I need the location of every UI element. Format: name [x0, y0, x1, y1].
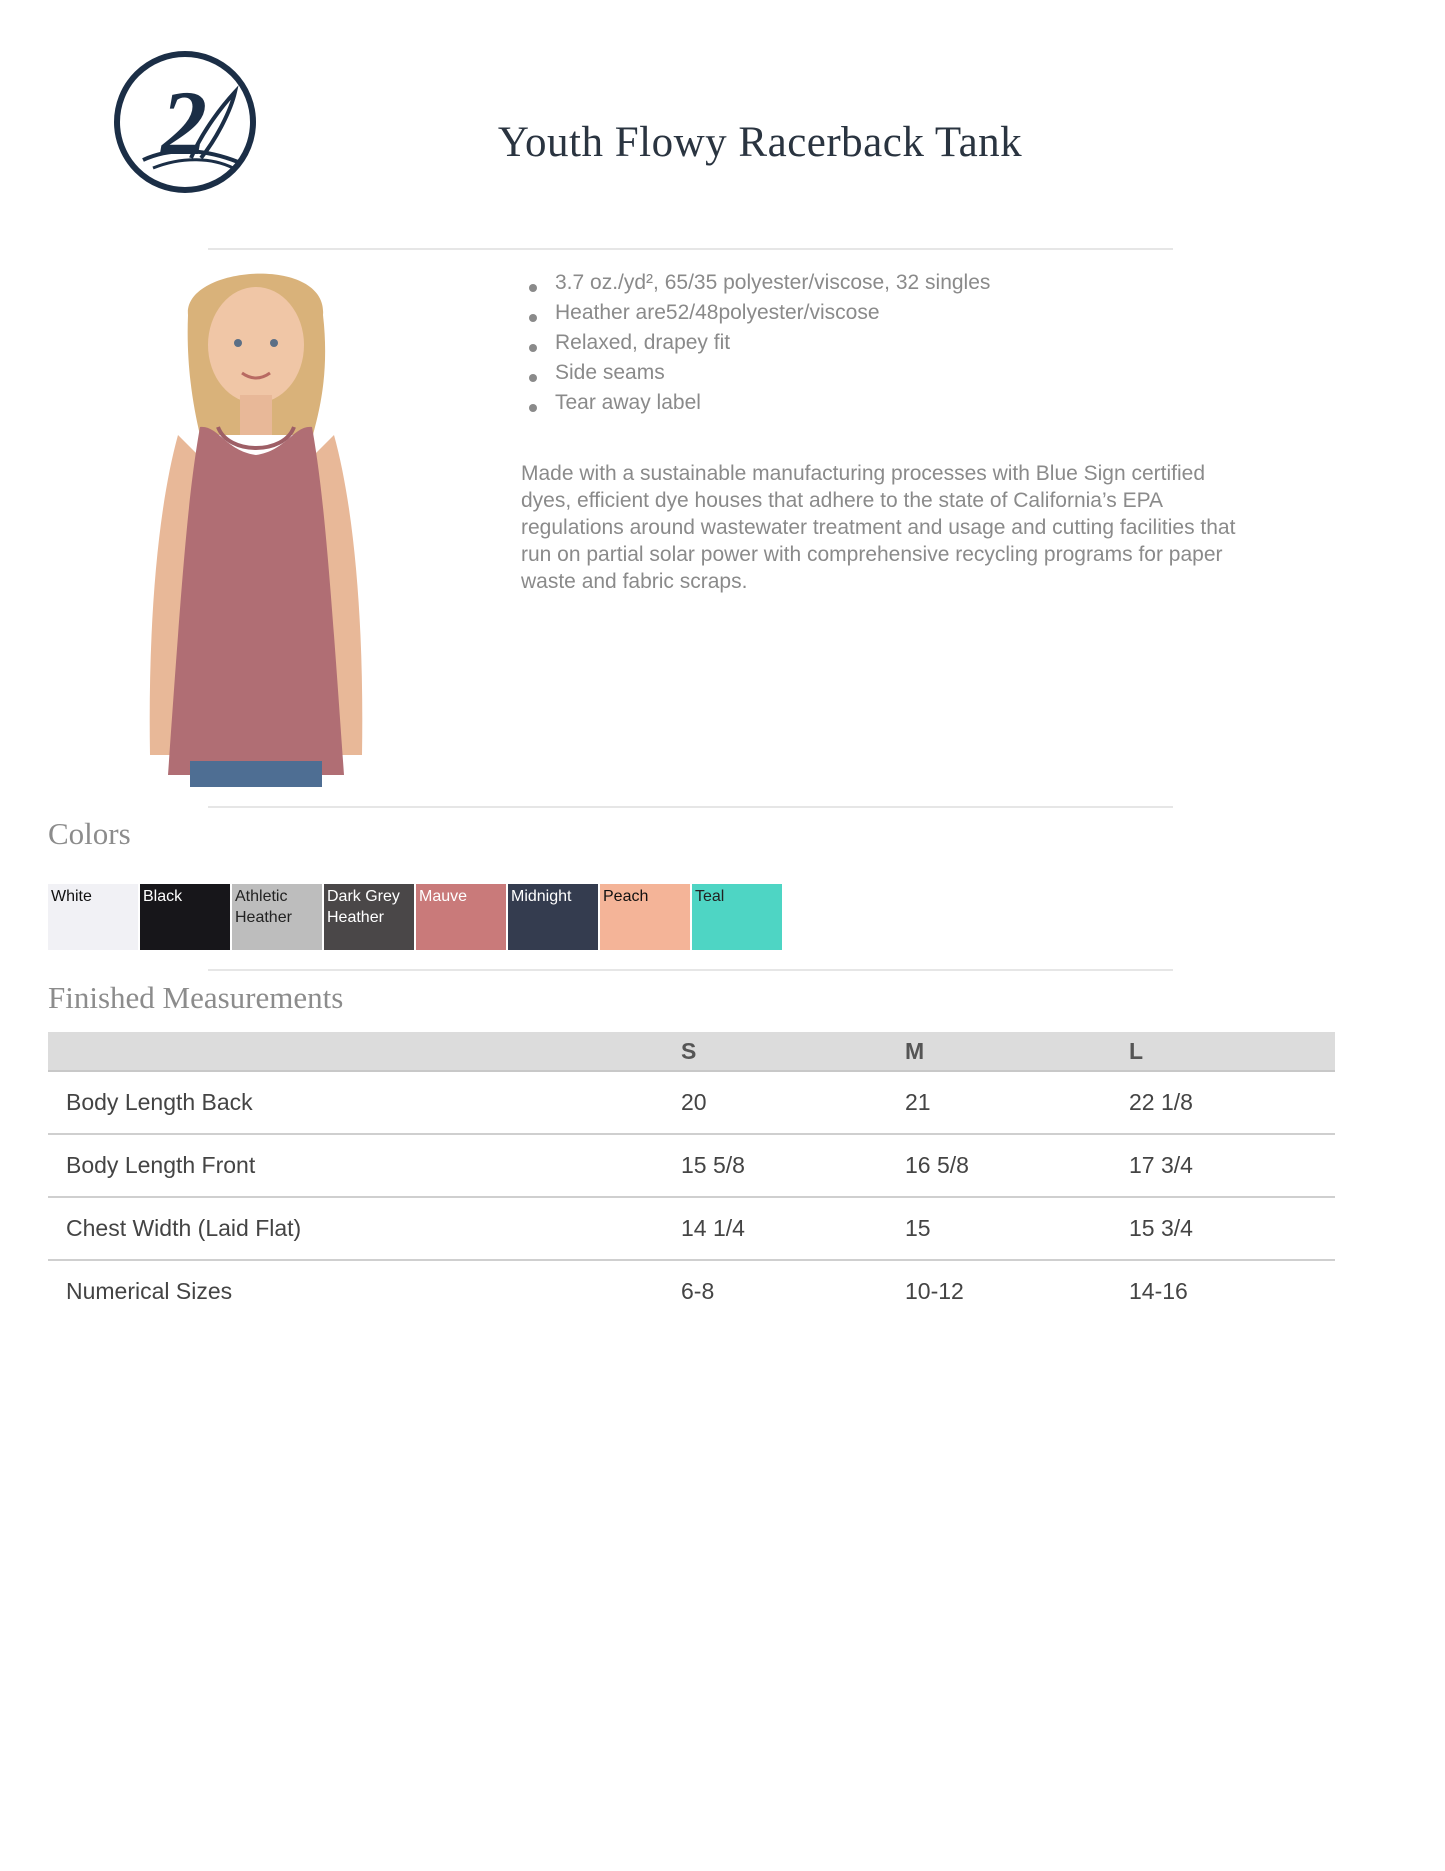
- color-swatch[interactable]: Teal: [692, 884, 782, 950]
- color-swatch[interactable]: Peach: [600, 884, 690, 950]
- feature-item: 3.7 oz./yd², 65/35 polyester/viscose, 32 singles: [525, 268, 990, 298]
- table-row: [48, 1197, 1335, 1260]
- product-description: Made with a sustainable manufacturing processes with Blue Sign certified dyes, efficient dye houses that adhere to the state of California’s EPA regulations around wastewater treatment and usage and cutting facilities that run on partial solar power with comprehensive recycling programs for paper waste and fabric scraps.: [521, 462, 1236, 593]
- svg-text:2: 2: [161, 72, 207, 174]
- table-cell: 15 3/4: [1111, 1197, 1335, 1260]
- product-photo: [138, 255, 378, 787]
- table-cell: 22 1/8: [1111, 1071, 1335, 1134]
- table-cell: 10-12: [905, 1278, 964, 1304]
- row-label: Numerical Sizes: [66, 1278, 233, 1304]
- column-header: M: [887, 1032, 1111, 1071]
- row-label: Body Length Front: [48, 1134, 663, 1197]
- table-row: [48, 1071, 1335, 1134]
- table-cell: 21: [887, 1071, 1111, 1134]
- feature-list: [525, 268, 990, 418]
- divider: [208, 248, 1173, 250]
- table-cell: 14 1/4: [663, 1197, 887, 1260]
- color-swatch[interactable]: Dark Grey Heather: [324, 884, 414, 950]
- table-cell: 15 5/8: [663, 1134, 887, 1197]
- table-cell: 17 3/4: [1111, 1134, 1335, 1197]
- color-swatches: [48, 884, 784, 950]
- feature-item: Relaxed, drapey fit: [525, 328, 990, 358]
- color-swatch[interactable]: Midnight: [508, 884, 598, 950]
- feature-item: Side seams: [525, 358, 990, 388]
- table-header-row: [48, 1032, 1335, 1071]
- column-header: [48, 1032, 663, 1071]
- divider: [208, 806, 1173, 808]
- measurements-table: [48, 1032, 1335, 1322]
- measurements-heading: Finished Measurements: [48, 980, 344, 1015]
- table-cell: 15: [887, 1197, 1111, 1260]
- column-header: S: [663, 1032, 887, 1071]
- color-swatch[interactable]: White: [48, 884, 138, 950]
- table-row: [48, 1260, 1335, 1322]
- table-cell: 14-16: [1129, 1278, 1188, 1304]
- table-cell: 6-8: [681, 1278, 715, 1304]
- color-swatch[interactable]: Black: [140, 884, 230, 950]
- feature-item: Heather are52/48polyester/viscose: [525, 298, 990, 328]
- row-label: Chest Width (Laid Flat): [48, 1197, 663, 1260]
- page-title: Youth Flowy Racerback Tank: [497, 119, 1023, 166]
- row-label: Body Length Back: [48, 1071, 663, 1134]
- divider: [208, 969, 1173, 971]
- color-swatch[interactable]: Athletic Heather: [232, 884, 322, 950]
- color-swatch[interactable]: Mauve: [416, 884, 506, 950]
- colors-heading: Colors: [48, 816, 131, 851]
- table-cell: 20: [663, 1071, 887, 1134]
- feature-item: Tear away label: [525, 388, 990, 418]
- column-header: L: [1111, 1032, 1335, 1071]
- table-cell: 16 5/8: [887, 1134, 1111, 1197]
- table-row: [48, 1134, 1335, 1197]
